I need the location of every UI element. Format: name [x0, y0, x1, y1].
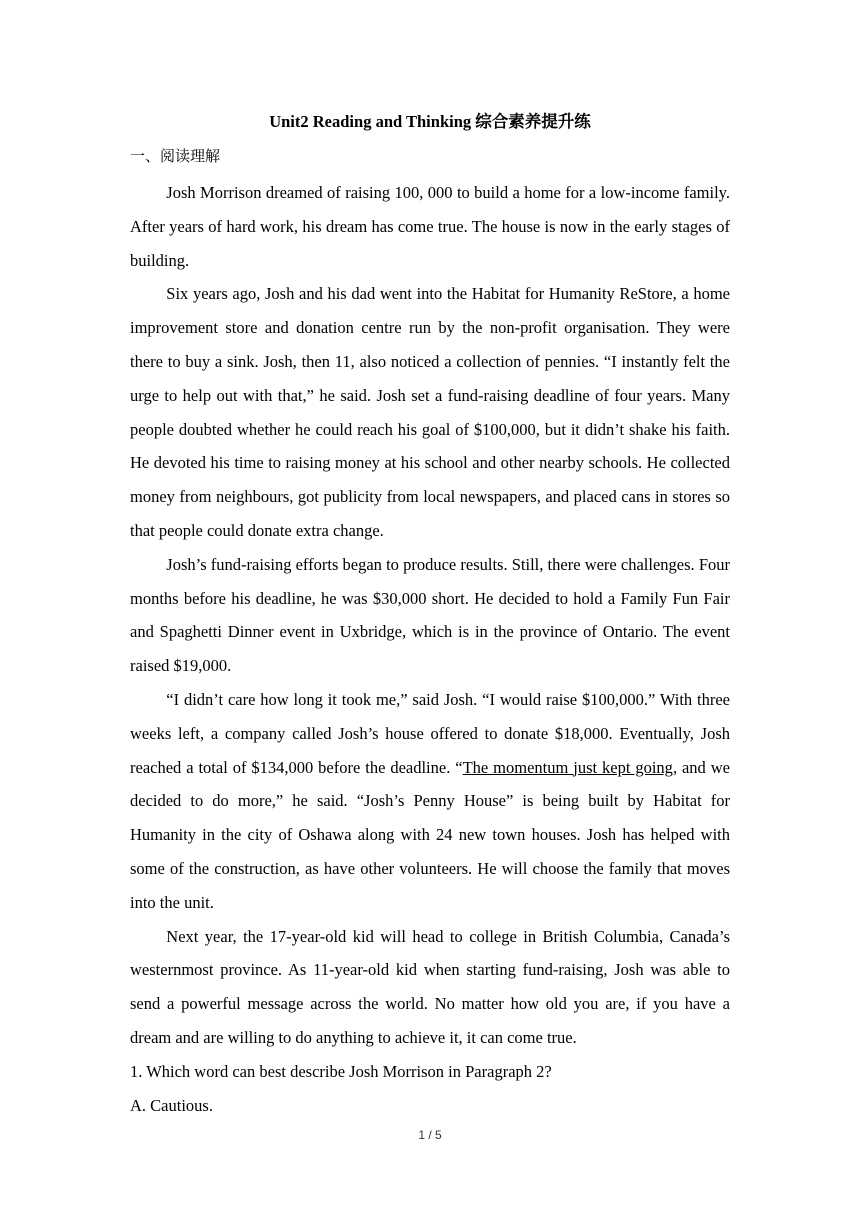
paragraph-3: Josh’s fund-raising efforts began to produce results. Still, there were challenges. Four months before his deadline, he was $30,000 short. He decided to hold a Family Fun Fair and Spaghetti Dinner event in Uxbridge, which is in the province of Ontario. The event raised $19,000. — [130, 554, 730, 676]
section-heading: 一、阅读理解 — [130, 147, 221, 165]
underlined-phrase: The momentum just kept going — [462, 757, 673, 777]
question-1: 1. Which word can best describe Josh Morrison in Paragraph 2? — [130, 1061, 552, 1081]
paragraph-4-after: , and we decided to do more,” he said. “Josh’s Penny House” is being built by Habitat for Humanity in the city of Oshawa along with 24 new town houses. Josh has helped with some of the construction, as have other volunteers. He will choose the family that moves into the unit. — [130, 757, 730, 912]
paragraph-4 — [130, 683, 730, 920]
page-number: 1 / 5 — [418, 1128, 442, 1142]
page-title: Unit2 Reading and Thinking 综合素养提升练 — [269, 112, 591, 131]
paragraph-5: Next year, the 17-year-old kid will head to college in British Columbia, Canada’s westernmost province. As 11-year-old kid when starting fund-raising, Josh was able to send a powerful message across the world. No matter how old you are, if you have a dream and are willing to do anything to achieve it, it can come true. — [130, 926, 730, 1047]
option-a: A. Cautious. — [130, 1095, 213, 1115]
paragraph-1: Josh Morrison dreamed of raising 100, 000 to build a home for a low-income family. After years of hard work, his dream has come true. The house is now in the early stages of building. — [130, 183, 730, 270]
passage-body — [130, 176, 730, 1122]
paragraph-2: Six years ago, Josh and his dad went into the Habitat for Humanity ReStore, a home improvement store and donation centre run by the non-profit organisation. They were there to buy a sink. Josh, then 11, also noticed a collection of pennies. “I instantly felt the urge to help out with that,” he said. Josh set a fund-raising deadline of four years. Many people doubted whether he could reach his goal of $100,000, but it didn’t shake his faith. He devoted his time to raising money at his school and other nearby schools. He collected money from neighbours, got publicity from local newspapers, and placed cans in stores so that people could donate extra change. — [130, 284, 730, 540]
paragraph-4-before: “I didn’t care how long it took me,” said Josh. “I would raise $100,000.” With three weeks left, a company called Josh’s house offered to donate $18,000. Eventually, Josh reached a total of $134,000 before the deadline. “ — [130, 689, 730, 777]
